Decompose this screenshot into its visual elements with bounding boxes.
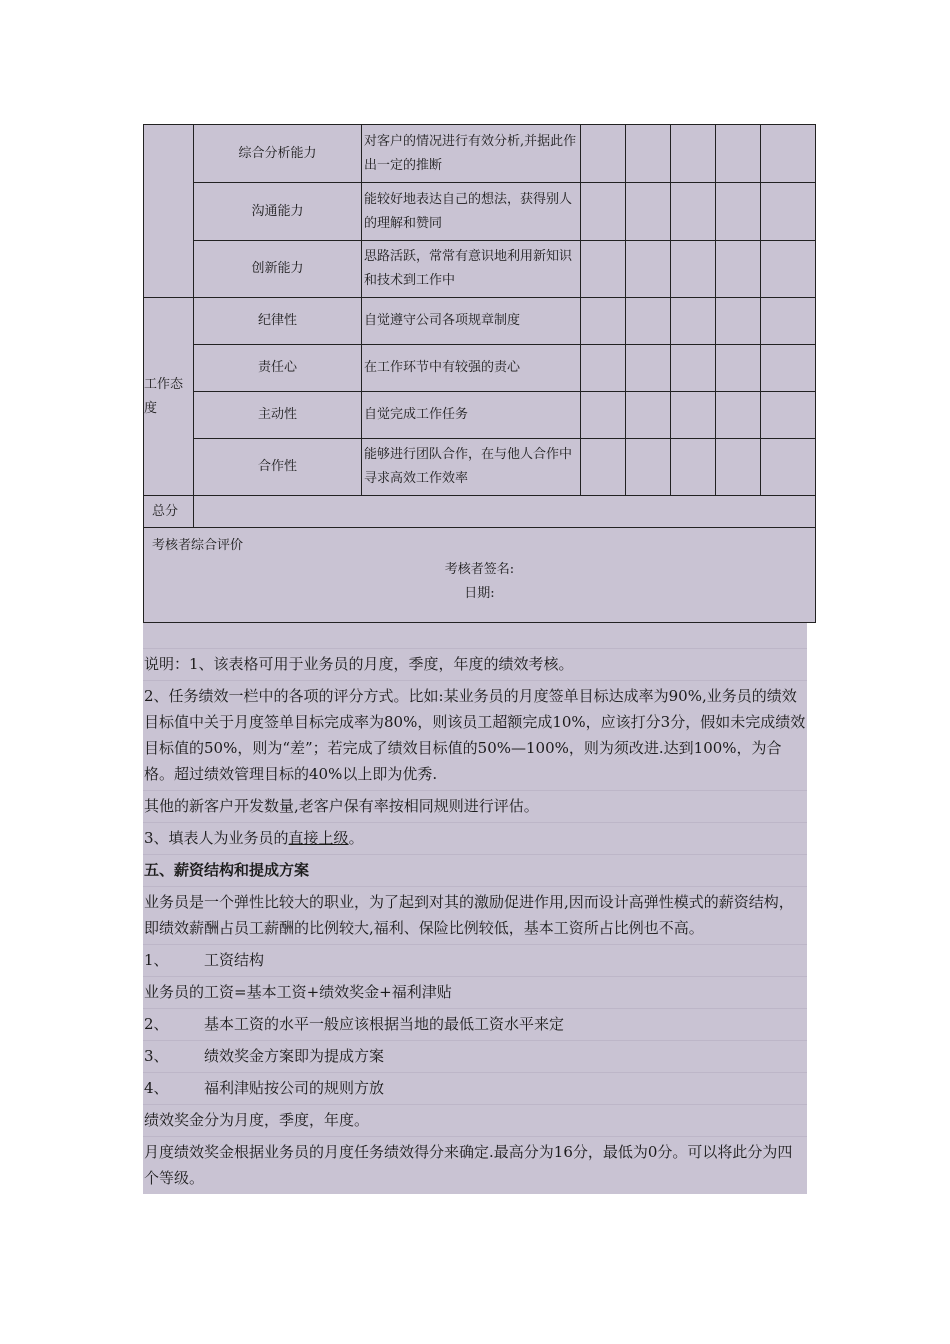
score-cell[interactable]: [716, 298, 761, 345]
date-label: 日期:: [464, 586, 495, 601]
score-cell[interactable]: [761, 183, 816, 241]
evaluation-table: [143, 124, 816, 623]
score-cell[interactable]: [761, 241, 816, 298]
paragraph-2: 绩效奖金分为月度，季度，年度。: [143, 1104, 807, 1136]
score-cell[interactable]: [671, 392, 716, 439]
list-item-1: [143, 944, 807, 976]
list-text: 绩效奖金方案即为提成方案: [204, 1047, 385, 1065]
list-text: 基本工资的水平一般应该根据当地的最低工资水平来定: [204, 1015, 565, 1033]
score-cell[interactable]: [626, 345, 671, 392]
list-number: 2、: [144, 1015, 169, 1033]
spacer: [143, 623, 807, 648]
note-4: [143, 822, 807, 854]
score-cell[interactable]: [761, 125, 816, 183]
note-4-suffix: 。: [348, 829, 364, 847]
remark-row: [144, 528, 816, 623]
section-heading: 五、薪资结构和提成方案: [143, 854, 807, 886]
score-cell[interactable]: [716, 439, 761, 496]
score-cell[interactable]: [716, 125, 761, 183]
score-cell[interactable]: [581, 241, 626, 298]
document-page: [143, 124, 807, 1194]
score-cell[interactable]: [761, 345, 816, 392]
score-cell[interactable]: [761, 298, 816, 345]
total-row: [144, 496, 816, 528]
score-cell[interactable]: [671, 125, 716, 183]
list-item-4: [143, 1072, 807, 1104]
note-3: 其他的新客户开发数量,老客户保有率按相同规则进行评估。: [143, 790, 807, 822]
score-cell[interactable]: [581, 439, 626, 496]
list-item-2: [143, 1008, 807, 1040]
score-cell[interactable]: [581, 183, 626, 241]
score-cell[interactable]: [626, 125, 671, 183]
item-cell: 主动性: [194, 392, 362, 439]
score-cell[interactable]: [581, 345, 626, 392]
list-number: 4、: [144, 1079, 169, 1097]
paragraph-3: 月度绩效奖金根据业务员的月度任务绩效得分来确定.最高分为16分，最低为0分。可以将此分为四个等级。: [143, 1136, 807, 1194]
table-row: [144, 439, 816, 496]
list-text: 工资结构: [204, 951, 265, 969]
item-cell: 责任心: [194, 345, 362, 392]
list-text: 福利津贴按公司的规则方放: [204, 1079, 385, 1097]
desc-cell: 思路活跃，常常有意识地利用新知识和技术到工作中: [362, 241, 581, 298]
direct-superior-link[interactable]: 直接上级: [288, 829, 349, 847]
table-row: [144, 183, 816, 241]
total-value-cell[interactable]: [194, 496, 816, 528]
item-cell: 纪律性: [194, 298, 362, 345]
note-1: 说明：1、该表格可用于业务员的月度，季度，年度的绩效考核。: [143, 648, 807, 680]
score-cell[interactable]: [581, 298, 626, 345]
item-cell: 合作性: [194, 439, 362, 496]
item-cell: 创新能力: [194, 241, 362, 298]
desc-cell: 在工作环节中有较强的责心: [362, 345, 581, 392]
desc-cell: 能够进行团队合作，在与他人合作中寻求高效工作效率: [362, 439, 581, 496]
text-body: [143, 623, 807, 1194]
score-cell[interactable]: [716, 183, 761, 241]
score-cell[interactable]: [671, 241, 716, 298]
desc-cell: 自觉遵守公司各项规章制度: [362, 298, 581, 345]
item-cell: 沟通能力: [194, 183, 362, 241]
score-cell[interactable]: [671, 439, 716, 496]
table-row: [144, 392, 816, 439]
signature-label: 考核者签名:: [444, 562, 515, 577]
score-cell[interactable]: [716, 345, 761, 392]
item-cell: 综合分析能力: [194, 125, 362, 183]
list-item-3: [143, 1040, 807, 1072]
score-cell[interactable]: [626, 298, 671, 345]
table-row: [144, 298, 816, 345]
table-row: [144, 125, 816, 183]
score-cell[interactable]: [761, 392, 816, 439]
table-row: [144, 345, 816, 392]
desc-cell: 能较好地表达自己的想法，获得别人的理解和赞同: [362, 183, 581, 241]
remark-label: 考核者综合评价: [152, 538, 244, 553]
score-cell[interactable]: [626, 183, 671, 241]
score-cell[interactable]: [716, 241, 761, 298]
salary-formula: 业务员的工资=基本工资+绩效奖金+福利津贴: [143, 976, 807, 1008]
score-cell[interactable]: [761, 439, 816, 496]
total-label: 总分: [144, 496, 194, 528]
score-cell[interactable]: [626, 439, 671, 496]
score-cell[interactable]: [671, 183, 716, 241]
score-cell[interactable]: [671, 298, 716, 345]
desc-cell: 自觉完成工作任务: [362, 392, 581, 439]
note-4-prefix: 3、填表人为业务员的: [144, 829, 289, 847]
paragraph-1: 业务员是一个弹性比较大的职业，为了起到对其的激励促进作用,因而设计高弹性模式的薪资结构，即绩效薪酬占员工薪酬的比例较大,福利、保险比例较低，基本工资所占比例也不高。: [143, 886, 807, 944]
score-cell[interactable]: [671, 345, 716, 392]
table-row: [144, 241, 816, 298]
score-cell[interactable]: [716, 392, 761, 439]
score-cell[interactable]: [626, 392, 671, 439]
score-cell[interactable]: [581, 125, 626, 183]
list-number: 3、: [144, 1047, 169, 1065]
note-2: 2、任务绩效一栏中的各项的评分方式。比如:某业务员的月度签单目标达成率为90%,业务员的绩效目标值中关于月度签单目标完成率为80%，则该员工超额完成10%，应该打分3分，假如未完成绩效目标值的50%，则为“差”；若完成了绩效目标值的50%—100%，则为须改进.达到100%，为合格。超过绩效管理目标的40%以上即为优秀.: [143, 680, 807, 790]
desc-cell: 对客户的情况进行有效分析,并据此作出一定的推断: [362, 125, 581, 183]
remark-cell[interactable]: [144, 528, 816, 623]
ability-category-cell: [144, 125, 194, 298]
score-cell[interactable]: [626, 241, 671, 298]
list-number: 1、: [144, 951, 169, 969]
score-cell[interactable]: [581, 392, 626, 439]
attitude-category-cell: 工作态度: [144, 298, 194, 496]
